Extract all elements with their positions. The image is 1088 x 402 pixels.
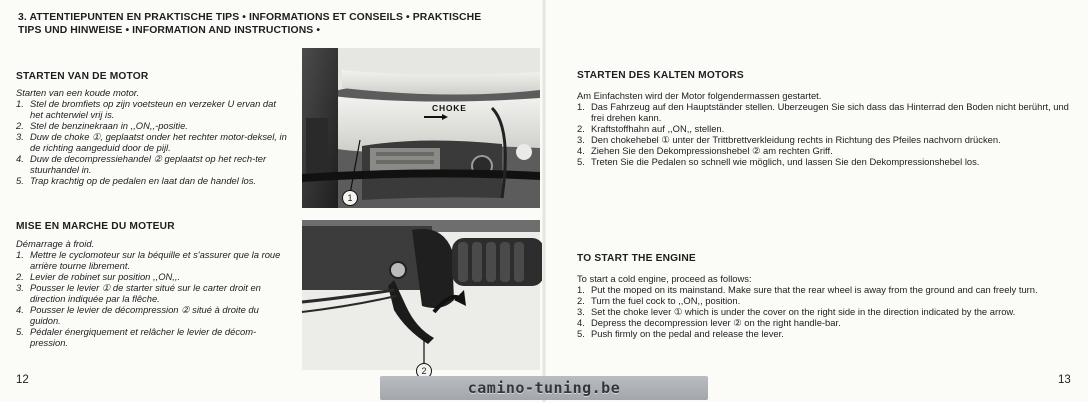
list-item: 3. Pousser le levier ① de starter situé sur le carter droit en direction indiquée par la flêche. (16, 282, 261, 304)
english-steps (577, 284, 1077, 339)
list-item: 5. Trap krachtig op de pedalen en laat dan de handel los. (16, 175, 257, 186)
choke-illustration (302, 48, 540, 208)
callout-1: 1 (342, 190, 358, 206)
list-item: 4. Depress the decompression lever ② on the right handle-bar. (577, 317, 841, 328)
right-page (544, 0, 1088, 402)
watermark-text: camino-tuning.be (467, 379, 621, 397)
list-item: 5. Push firmly on the pedal and release the lever. (577, 328, 784, 339)
header-line-1: 3. ATTENTIEPUNTEN EN PRAKTISCHE TIPS • INFORMATIONS ET CONSEILS • PRAKTISCHE (18, 12, 482, 23)
german-intro: Am Einfachsten wird der Motor folgendermassen gestartet. (577, 90, 822, 101)
list-item: 3. Set the choke lever ① which is under the cover on the right side in the direction indicated by the arrow. (577, 306, 1016, 317)
handlebar-illustration (302, 220, 540, 370)
page-number-right: 13 (1058, 374, 1071, 386)
list-item: 4. Pousser le levier de décompression ② situé à droite du guidon. (16, 304, 259, 326)
list-item: 1. Stel de bromfiets op zijn voetsteun en verzeker U ervan dat het achterwiel vrij is. (16, 98, 276, 120)
dutch-steps (16, 98, 290, 186)
list-item: 3. Den chokehebel ① unter der Trittbrettverkleidung rechts in Richtung des Pfeiles nachvorn drücken. (577, 134, 1001, 145)
list-item: 4. Duw de decompressiehandel ② geplaatst op het rech-ter stuurhandel in. (16, 153, 267, 175)
list-item: 1. Put the moped on its mainstand. Make sure that the rear wheel is away from the ground and can freely turn. (577, 284, 1038, 295)
english-intro: To start a cold engine, proceed as follows: (577, 273, 752, 284)
list-item: 2. Turn the fuel cock to ,,ON,, position. (577, 295, 741, 306)
german-steps (577, 101, 1077, 167)
list-item: 5. Treten Sie die Pedalen so schnell wie möglich, und lassen Sie den Dekompressionshebel los. (577, 156, 980, 167)
list-item: 1. Mettre le cyclomoteur sur la béquille et s'assurer que la roue arrière tourne librement. (16, 249, 281, 271)
dutch-title: STARTEN VAN DE MOTOR (16, 71, 149, 82)
list-item: 3. Duw de choke ①, geplaatst onder het rechter motor-deksel, in de richting aangeduid door de pijl. (16, 131, 287, 153)
callout-2: 2 (416, 363, 432, 379)
french-steps (16, 249, 290, 348)
list-item: 2. Kraftstoffhahn auf ,,ON,, stellen. (577, 123, 725, 134)
page-number-left: 12 (16, 374, 29, 386)
list-item: 2. Levier de robinet sur position ,,ON,,. (16, 271, 181, 282)
dutch-intro: Starten van een koude motor. (16, 87, 140, 98)
french-intro: Démarrage à froid. (16, 238, 95, 249)
choke-photo (302, 48, 540, 208)
list-item: 1. Das Fahrzeug auf den Hauptständer stellen. Uberzeugen Sie sich dass das Hinterrad den Boden nicht berührt, und frei drehen kann. (577, 101, 1069, 123)
list-item: 4. Ziehen Sie den Dekompressionshebel ② am rechten Griff. (577, 145, 833, 156)
choke-label: CHOKE (432, 103, 467, 113)
english-title: TO START THE ENGINE (577, 253, 696, 264)
header-line-2: TIPS UND HINWEISE • INFORMATION AND INSTRUCTIONS • (18, 25, 321, 36)
french-title: MISE EN MARCHE DU MOTEUR (16, 221, 175, 232)
list-item: 5. Pédaler énergiquement et relâcher le levier de décom-pression. (16, 326, 257, 348)
section-header (18, 11, 528, 37)
handlebar-photo (302, 220, 540, 376)
watermark-banner (380, 376, 708, 400)
german-title: STARTEN DES KALTEN MOTORS (577, 70, 744, 81)
list-item: 2. Stel de benzinekraan in ,,ON,,-positie. (16, 120, 188, 131)
